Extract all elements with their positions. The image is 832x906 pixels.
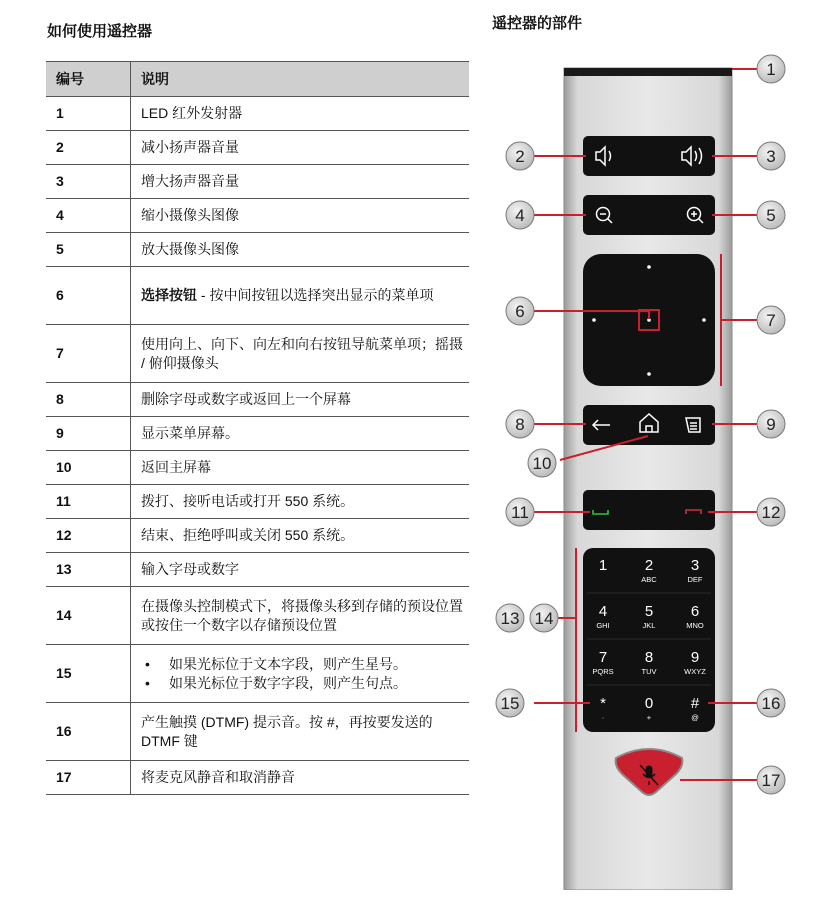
table-row bbox=[46, 383, 469, 417]
row-number: 2 bbox=[46, 131, 131, 165]
description-text: - 按中间按钮以选择突出显示的菜单项 bbox=[197, 287, 434, 303]
keypad-letters: · bbox=[601, 713, 605, 722]
callout-5 bbox=[757, 201, 785, 229]
callout-17 bbox=[757, 766, 785, 794]
callout-number: 10 bbox=[532, 454, 552, 473]
row-number: 7 bbox=[46, 325, 131, 383]
callout-14 bbox=[530, 604, 558, 632]
keypad-letters: MNO bbox=[686, 621, 704, 630]
keypad-letters: @ bbox=[691, 713, 699, 722]
description-bullet: • 如果光标位于文本字段，则产生星号。 bbox=[141, 655, 463, 674]
keypad-key bbox=[599, 557, 607, 574]
column-header-description: 说明 bbox=[131, 62, 470, 97]
keypad-digit: * bbox=[600, 695, 606, 712]
callout-number: 1 bbox=[766, 60, 776, 79]
description-bullet: • 如果光标位于数字字段，则产生句点。 bbox=[141, 674, 463, 693]
callout-9 bbox=[757, 410, 785, 438]
callout-6 bbox=[506, 297, 534, 325]
table-row bbox=[46, 165, 469, 199]
led-ir-emitter bbox=[564, 68, 732, 76]
keypad-digit: 0 bbox=[644, 695, 654, 712]
description-bold-term: 选择按钮 bbox=[141, 287, 197, 303]
table-body bbox=[46, 97, 469, 795]
callout-10 bbox=[528, 449, 556, 477]
callout-1 bbox=[757, 55, 785, 83]
callout-number: 3 bbox=[766, 147, 776, 166]
keypad-digit: 9 bbox=[690, 649, 700, 666]
keypad-digit: 7 bbox=[598, 649, 608, 666]
callout-7 bbox=[757, 306, 785, 334]
row-number: 13 bbox=[46, 553, 131, 587]
row-description: 产生触摸 (DTMF) 提示音。按 #，再按要发送的 DTMF 键 bbox=[131, 703, 470, 761]
row-number: 10 bbox=[46, 451, 131, 485]
callout-number: 16 bbox=[761, 694, 781, 713]
table-row bbox=[46, 761, 469, 795]
callout-number: 12 bbox=[761, 503, 781, 522]
callout-number: 17 bbox=[761, 771, 781, 790]
keypad-digit: 1 bbox=[598, 557, 608, 574]
row-description: 结束、拒绝呼叫或关闭 550 系统。 bbox=[131, 519, 470, 553]
table-row bbox=[46, 645, 469, 703]
row-number: 16 bbox=[46, 703, 131, 761]
keypad-digit: 2 bbox=[644, 557, 654, 574]
keypad-digit: # bbox=[690, 695, 700, 712]
row-number: 1 bbox=[46, 97, 131, 131]
keypad-key bbox=[691, 695, 700, 722]
row-description: LED 红外发射器 bbox=[131, 97, 470, 131]
keypad-digit: 3 bbox=[690, 557, 700, 574]
keypad-letters: GHI bbox=[596, 621, 610, 630]
remote-control-diagram bbox=[490, 40, 810, 890]
row-number: 3 bbox=[46, 165, 131, 199]
callout-2 bbox=[506, 142, 534, 170]
keypad-letters: + bbox=[646, 713, 652, 722]
row-number: 8 bbox=[46, 383, 131, 417]
table-row bbox=[46, 485, 469, 519]
row-description: 使用向上、向下、向左和向右按钮导航菜单项；摇摄 / 俯仰摄像头 bbox=[131, 325, 470, 383]
row-number: 12 bbox=[46, 519, 131, 553]
callout-number: 7 bbox=[766, 311, 776, 330]
keypad-digit: 6 bbox=[690, 603, 700, 620]
table-row bbox=[46, 267, 469, 325]
row-description: 显示菜单屏幕。 bbox=[131, 417, 470, 451]
callout-number: 8 bbox=[515, 415, 525, 434]
row-description: 返回主屏幕 bbox=[131, 451, 470, 485]
callout-13 bbox=[496, 604, 524, 632]
row-number: 5 bbox=[46, 233, 131, 267]
callout-8 bbox=[506, 410, 534, 438]
row-description: 删除字母或数字或返回上一个屏幕 bbox=[131, 383, 470, 417]
row-description: 放大摄像头图像 bbox=[131, 233, 470, 267]
description-bullet-list bbox=[141, 655, 463, 693]
table-row bbox=[46, 325, 469, 383]
table-row bbox=[46, 451, 469, 485]
callout-12 bbox=[757, 498, 785, 526]
table-row bbox=[46, 553, 469, 587]
row-number: 9 bbox=[46, 417, 131, 451]
callout-number: 15 bbox=[500, 694, 520, 713]
row-description bbox=[131, 645, 470, 703]
keypad-letters: WXYZ bbox=[684, 667, 706, 676]
keypad-letters: DEF bbox=[687, 575, 703, 584]
column-header-number: 编号 bbox=[46, 62, 131, 97]
callout-11 bbox=[506, 498, 534, 526]
keypad-letters: TUV bbox=[641, 667, 657, 676]
zoom-button-bar bbox=[583, 195, 715, 235]
keypad-digit: 4 bbox=[598, 603, 608, 620]
row-description: 将麦克风静音和取消静音 bbox=[131, 761, 470, 795]
callout-number: 6 bbox=[515, 302, 525, 321]
keypad-letters: ABC bbox=[641, 575, 657, 584]
table-row bbox=[46, 519, 469, 553]
legend-table bbox=[46, 61, 469, 795]
row-number: 15 bbox=[46, 645, 131, 703]
callout-3 bbox=[757, 142, 785, 170]
row-number: 14 bbox=[46, 587, 131, 645]
table-row bbox=[46, 703, 469, 761]
callout-number: 4 bbox=[515, 206, 525, 225]
diagram-section-heading: 遥控器的部件 bbox=[492, 15, 583, 32]
keypad-letters: JKL bbox=[642, 621, 656, 630]
table-row bbox=[46, 417, 469, 451]
table-row bbox=[46, 199, 469, 233]
table-section-heading: 如何使用遥控器 bbox=[47, 23, 153, 40]
row-number: 6 bbox=[46, 267, 131, 325]
row-description: 拨打、接听电话或打开 550 系统。 bbox=[131, 485, 470, 519]
callout-number: 11 bbox=[511, 503, 529, 522]
row-description: 增大扬声器音量 bbox=[131, 165, 470, 199]
callout-number: 14 bbox=[534, 609, 554, 628]
callout-15 bbox=[496, 689, 524, 717]
row-description bbox=[131, 267, 470, 325]
row-number: 11 bbox=[46, 485, 131, 519]
nav-up-dot bbox=[647, 265, 651, 269]
nav-left-dot bbox=[592, 318, 596, 322]
callout-number: 2 bbox=[515, 147, 525, 166]
table-row bbox=[46, 97, 469, 131]
table-header-row bbox=[46, 62, 469, 97]
row-number: 4 bbox=[46, 199, 131, 233]
keypad-letters: PQRS bbox=[592, 667, 614, 676]
table-row bbox=[46, 131, 469, 165]
callout-4 bbox=[506, 201, 534, 229]
volume-button-bar bbox=[583, 136, 715, 176]
callout-number: 5 bbox=[766, 206, 776, 225]
nav-down-dot bbox=[647, 372, 651, 376]
callout-number: 13 bbox=[500, 609, 520, 628]
callout-16 bbox=[757, 689, 785, 717]
keypad-digit: 5 bbox=[644, 603, 654, 620]
table-row bbox=[46, 587, 469, 645]
nav-right-dot bbox=[702, 318, 706, 322]
row-description: 输入字母或数字 bbox=[131, 553, 470, 587]
row-number: 17 bbox=[46, 761, 131, 795]
row-description: 缩小摄像头图像 bbox=[131, 199, 470, 233]
row-description: 减小扬声器音量 bbox=[131, 131, 470, 165]
keypad-digit: 8 bbox=[644, 649, 654, 666]
table-row bbox=[46, 233, 469, 267]
callout-number: 9 bbox=[766, 415, 776, 434]
row-description: 在摄像头控制模式下，将摄像头移到存储的预设位置或按住一个数字以存储预设位置 bbox=[131, 587, 470, 645]
